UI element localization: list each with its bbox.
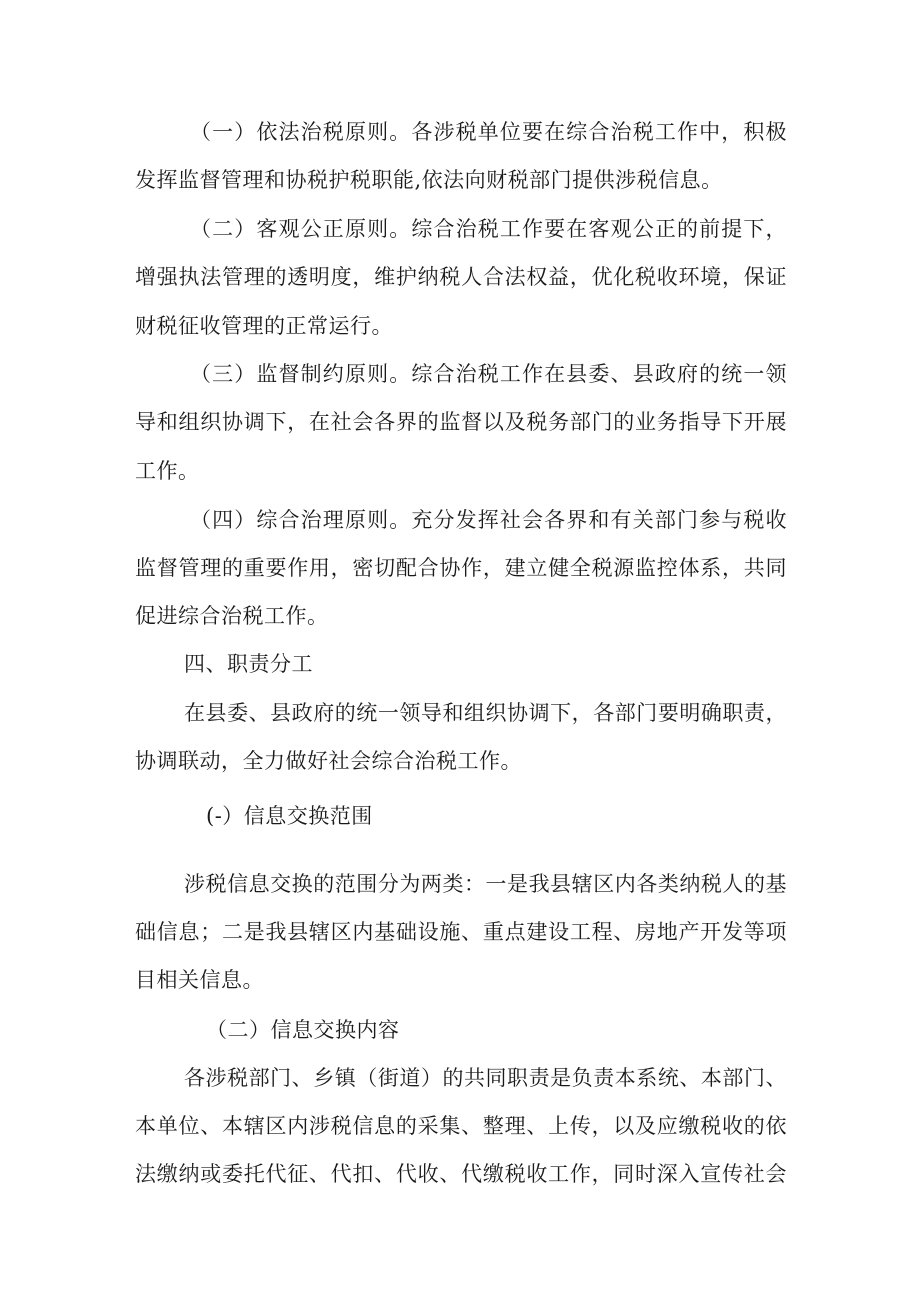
subsection-heading-1: (-）信息交换范围 (206, 804, 373, 828)
section-heading: 四、职责分工 (184, 652, 313, 676)
paragraph-7-line-1: 各涉税部门、乡镇（街道）的共同职责是负责本系统、本部门、 (184, 1066, 787, 1090)
subsection-heading-2: （二）信息交换内容 (206, 1018, 400, 1042)
paragraph-6-line-3: 目相关信息。 (135, 968, 264, 992)
paragraph-5-line-2: 协调联动，全力做好社会综合治税工作。 (135, 749, 522, 773)
paragraph-4-line-2: 监督管理的重要作用，密切配合协作，建立健全税源监控体系，共同 (135, 556, 787, 580)
paragraph-2-line-1: （二）客观公正原则。综合治税工作要在客观公正的前提下， (190, 217, 787, 241)
paragraph-3-line-3: 工作。 (135, 459, 200, 483)
paragraph-1-line-1: （一）依法治税原则。各涉税单位要在综合治税工作中，积极 (190, 120, 787, 144)
paragraph-4-line-3: 促进综合治税工作。 (135, 604, 329, 628)
paragraph-6-line-1: 涉税信息交换的范围分为两类：一是我县辖区内各类纳税人的基 (184, 872, 787, 896)
paragraph-7-line-3: 法缴纳或委托代征、代扣、代收、代缴税收工作，同时深入宣传社会 (135, 1162, 787, 1186)
paragraph-1-line-2: 发挥监督管理和协税护税职能,依法向财税部门提供涉税信息。 (135, 168, 723, 192)
paragraph-2-line-3: 财税征收管理的正常运行。 (135, 314, 393, 338)
paragraph-6-line-2: 础信息；二是我县辖区内基础设施、重点建设工程、房地产开发等项 (135, 920, 787, 944)
paragraph-7-line-2: 本单位、本辖区内涉税信息的采集、整理、上传，以及应缴税收的依 (135, 1114, 787, 1138)
paragraph-3-line-2: 导和组织协调下，在社会各界的监督以及税务部门的业务指导下开展 (135, 410, 787, 434)
paragraph-4-line-1: （四）综合治理原则。充分发挥社会各界和有关部门参与税收 (190, 508, 787, 532)
paragraph-2-line-2: 增强执法管理的透明度，维护纳税人合法权益，优化税收环境，保证 (135, 265, 787, 289)
paragraph-5-line-1: 在县委、县政府的统一领导和组织协调下，各部门要明确职责， (184, 701, 787, 725)
paragraph-3-line-1: （三）监督制约原则。综合治税工作在县委、县政府的统一领 (190, 362, 787, 386)
